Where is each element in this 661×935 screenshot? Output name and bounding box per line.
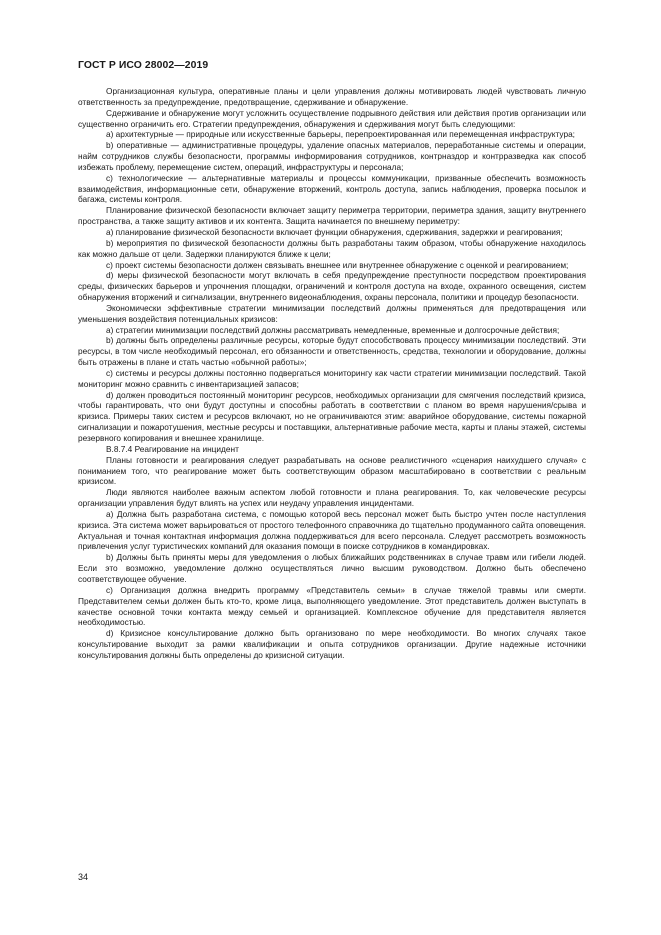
paragraph: Организационная культура, оперативные планы и цели управления должны мотивировать людей чувствовать личную ответственность за предупреждение, предотвращение, сдерживание и обнаружение.: [78, 86, 586, 107]
list-item: a) архитектурные — природные или искусственные барьеры, перепроектированная или перемещенная инфраструктура;: [106, 129, 575, 140]
document-body: [78, 86, 586, 661]
list-item: a) Должна быть разработана система, с помощью которой весь персонал может быть быстро учтен после наступления кризиса. Эта система может варьироваться от простого телефонного справочника до тщательно продуманного сайта оповещения. Актуальная и точная контактная информация должна поддерживаться для всего персонала. Следует рассмотреть возможность привлечения услуг туристических компаний для оказания помощи в поиске сотрудников в командировках.: [78, 508, 586, 552]
paragraph: Планирование физической безопасности включает защиту периметра территории, периметра здания, защиту внутреннего пространства, а также защиту активов и их контента. Защита начинается по внешнему периметру:: [78, 205, 586, 227]
paragraph: Экономически эффективные стратегии минимизации последствий должны применяться для предотвращения или уменьшения воздействия потенциальных кризисов:: [78, 302, 586, 324]
list-item: a) стратегии минимизации последствий должны рассматривать немедленные, временные и долгосрочные действия;: [106, 324, 560, 335]
list-item: c) технологические — альтернативные материалы и процессы коммуникации, призванные обеспечить возможность взаимодействия, информационные сети, обнаружение вторжений, контроль доступа, запись наблюдения, проверка посылок и багажа, системы контроля.: [78, 172, 586, 205]
list-item: c) Организация должна внедрить программу «Представитель семьи» в случае тяжелой травмы или смерти. Представителем семьи должен быть кто-то, кроме лица, выполняющего уведомление. Этот представитель должен выступать в качестве основной точки контакта между семьей и организацией. Комплексное обучение для представителя является необходимостью.: [78, 584, 586, 628]
page-number: 34: [78, 872, 89, 882]
paragraph: Люди являются наиболее важным аспектом любой готовности и плана реагирования. То, как человеческие ресурсы организации управления будут влиять на успех или неудачу управления инцидентами.: [78, 487, 586, 509]
list-item: c) системы и ресурсы должны постоянно подвергаться мониторингу как части стратегии минимизации последствий. Такой мониторинг можно сравнить с инвентаризацией запасов;: [78, 367, 586, 389]
list-item: b) оперативные — административные процедуры, удаление опасных материалов, переработанные системы и операции, найм сотрудников службы безопасности, программы информирования сотрудников, контрназдор и контрразведка как способ избежать проблему, перемещение систем, операций, инфраструктуры и персонала;: [78, 140, 586, 172]
section-heading: B.8.7.4 Реагирование на инцидент: [106, 443, 239, 454]
page-header-title: ГОСТ Р ИСО 28002—2019: [78, 60, 209, 71]
list-item: b) должны быть определены различные ресурсы, которые будут способствовать процессу минимизации последствий. Эти ресурсы, в том числе необходимый персонал, его обязанности и ответственность, средства, технологии и оборудование, должны быть отражены в плане и стать частью «обычной работы»;: [78, 335, 586, 368]
paragraph: Планы готовности и реагирования следует разрабатывать на основе реалистичного «сценария наихудшего случая» с пониманием того, что реагирование может быть соответствующим образом масштабировано в соответствии с реальным кризисом.: [78, 454, 586, 487]
list-item: a) планирование физической безопасности включает функции обнаружения, сдерживания, задержки и реагирования;: [106, 226, 563, 237]
paragraph: Сдерживание и обнаружение могут усложнить осуществление подрывного действия или действия против организации или существенно ограничить его. Стратегии предупреждения, обнаружения и сдерживания могут быть следующими:: [78, 107, 586, 129]
list-item: b) Должны быть приняты меры для уведомления о любых ближайших родственниках в случае травм или гибели людей. Если это возможно, уведомление должно осуществляться лично высшим руководством. Должно быть обеспечено соответствующее обучение.: [78, 552, 586, 584]
list-item: d) Кризисное консультирование должно быть организовано по мере необходимости. Во многих случаях такое консультирование выходит за рамки квалификации и опыта сотрудников организации. Другие надежные источники консультирования должны быть определены до кризисной ситуации.: [78, 628, 586, 660]
list-item: d) должен проводиться постоянный мониторинг ресурсов, необходимых организации для смягчения последствий кризиса, чтобы гарантировать, что они будут доступны и способны работать в соответствии с планом во время нарушения/срыва и кризиса. Примеры таких систем и ресурсов включают, но не ограничиваются этим: аварийное оборудование, системы пожарной сигнализации и пожаротушения, местные ресурсы и поставщики, альтернативные рабочие места, карты и планы этажей, системы резервного копирования и внешнее хранилище.: [78, 389, 586, 443]
list-item: b) мероприятия по физической безопасности должны быть разработаны таким образом, чтобы обнаружение находилось как можно дальше от цели. Задержки планируются ближе к цели;: [78, 237, 586, 259]
list-item: c) проект системы безопасности должен связывать внешнее или внутреннее обнаружение с оценкой и реагированием;: [106, 259, 569, 270]
list-item: d) меры физической безопасности могут включать в себя предупреждение преступности посредством проектирования среды, физических барьеров и упрочнения площадки, ограничений и контроля доступа на входе, охранного освещения, систем обнаружения вторжений и сигнализации, внутреннего видеонаблюдения, охраны персонала, политики и процедур безопасности.: [78, 270, 586, 303]
